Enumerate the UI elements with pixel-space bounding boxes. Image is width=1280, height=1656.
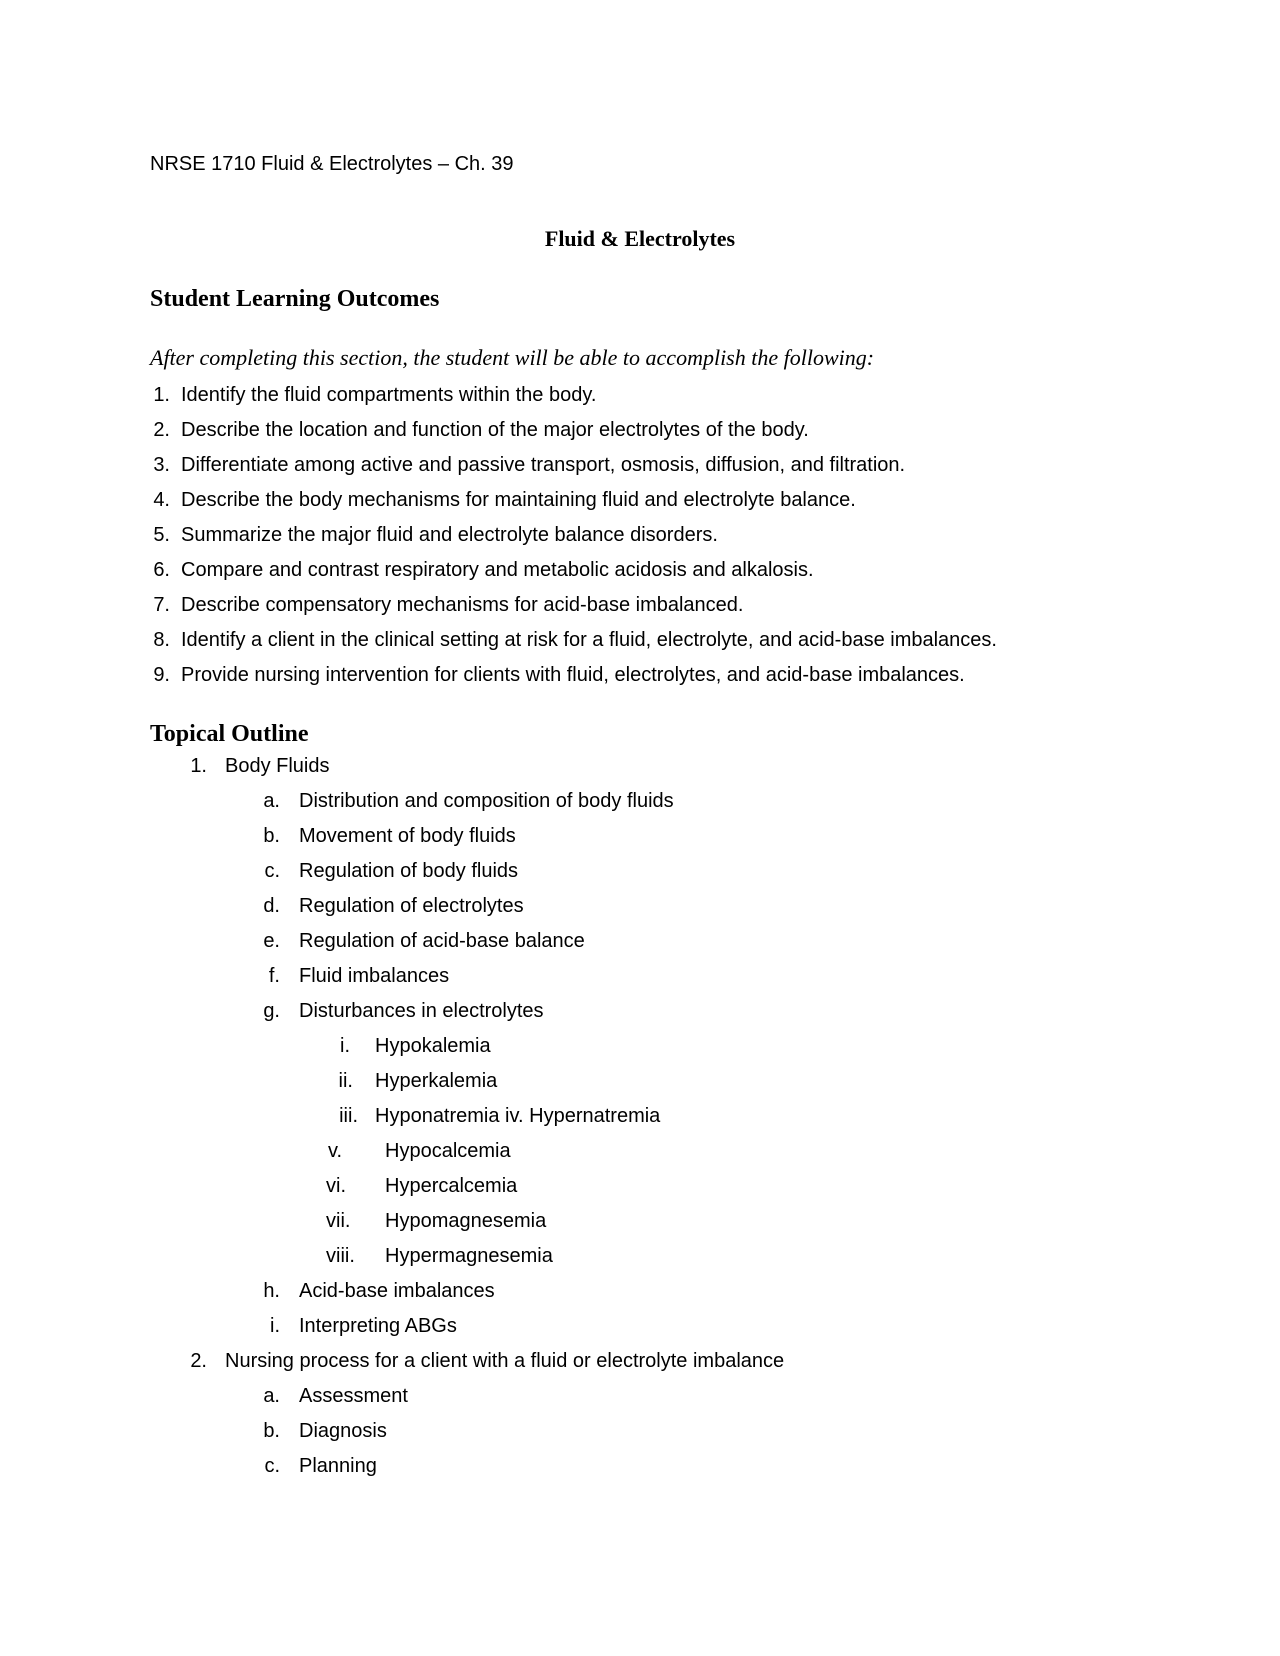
list-text: Differentiate among active and passive transport, osmosis, diffusion, and filtration. (181, 454, 906, 476)
list-number: 6. (153, 559, 170, 581)
list-text: Fluid imbalances (299, 965, 450, 987)
outline-number: 2. (190, 1350, 207, 1372)
list-text: Interpreting ABGs (299, 1315, 457, 1337)
list-number: 1. (153, 384, 170, 406)
list-text: Hypocalcemia (385, 1140, 511, 1162)
list-text: Hypermagnesemia (385, 1245, 553, 1267)
list-text: Hypomagnesemia (385, 1210, 547, 1232)
list-letter: b. (263, 1420, 280, 1442)
list-text: Hypercalcemia (385, 1175, 518, 1197)
list-text: Distribution and composition of body fluids (299, 790, 674, 812)
list-text: Assessment (299, 1385, 408, 1407)
list-text: Hyperkalemia (375, 1070, 498, 1092)
list-roman: vii. (326, 1210, 351, 1232)
list-text: Acid-base imbalances (299, 1280, 495, 1302)
list-text: Summarize the major fluid and electrolyte balance disorders. (181, 524, 718, 546)
list-number: 8. (153, 629, 170, 651)
list-text: Hypokalemia (375, 1035, 491, 1057)
outcomes-intro: After completing this section, the student will be able to accomplish the following: (150, 345, 875, 370)
list-text: Identify a client in the clinical setting at risk for a fluid, electrolyte, and acid-base imbalances. (181, 629, 997, 651)
list-text: Movement of body fluids (299, 825, 516, 847)
list-letter: h. (263, 1280, 280, 1302)
list-text: Compare and contrast respiratory and metabolic acidosis and alkalosis. (181, 559, 814, 581)
list-roman: vi. (326, 1175, 346, 1197)
list-text: Regulation of electrolytes (299, 895, 524, 917)
list-letter: f. (268, 965, 280, 987)
list-roman: viii. (326, 1245, 355, 1267)
list-roman: ii. (338, 1070, 353, 1092)
list-text: Regulation of body fluids (299, 860, 519, 882)
list-letter: i. (270, 1315, 280, 1337)
list-letter: d. (263, 895, 280, 917)
list-text: Diagnosis (299, 1420, 387, 1442)
outline-heading: Topical Outline (150, 721, 309, 747)
list-text: Planning (299, 1455, 377, 1477)
list-text: Identify the fluid compartments within the body. (181, 384, 597, 406)
list-text: Regulation of acid-base balance (299, 930, 585, 952)
list-number: 3. (153, 454, 170, 476)
list-text: Disturbances in electrolytes (299, 1000, 544, 1022)
list-letter: a. (263, 1385, 280, 1407)
list-number: 5. (153, 524, 170, 546)
list-text: Describe the body mechanisms for maintaining fluid and electrolyte balance. (181, 489, 856, 511)
page-title: Fluid & Electrolytes (544, 226, 736, 251)
list-roman: i. (340, 1035, 350, 1057)
list-number: 2. (153, 419, 170, 441)
list-number: 4. (153, 489, 170, 511)
list-letter: c. (264, 1455, 280, 1477)
list-number: 9. (153, 664, 170, 686)
list-roman: v. (328, 1140, 343, 1162)
list-text: Describe the location and function of the major electrolytes of the body. (181, 419, 809, 441)
outline-number: 1. (190, 755, 207, 777)
list-text: Describe compensatory mechanisms for acid-base imbalanced. (181, 594, 744, 616)
list-letter: b. (263, 825, 280, 847)
outcomes-heading: Student Learning Outcomes (150, 286, 440, 312)
outline-text: Nursing process for a client with a fluid or electrolyte imbalance (225, 1350, 785, 1372)
list-roman: iii. (339, 1105, 358, 1127)
course-line: NRSE 1710 Fluid & Electrolytes – Ch. 39 (150, 153, 514, 175)
list-number: 7. (153, 594, 170, 616)
list-letter: a. (263, 790, 280, 812)
list-letter: c. (264, 860, 280, 882)
list-text: Hyponatremia iv. Hypernatremia (375, 1105, 661, 1127)
list-letter: g. (263, 1000, 280, 1022)
outline-text: Body Fluids (225, 755, 330, 777)
list-text: Provide nursing intervention for clients with fluid, electrolytes, and acid-base imbalances. (181, 664, 965, 686)
list-letter: e. (263, 930, 280, 952)
